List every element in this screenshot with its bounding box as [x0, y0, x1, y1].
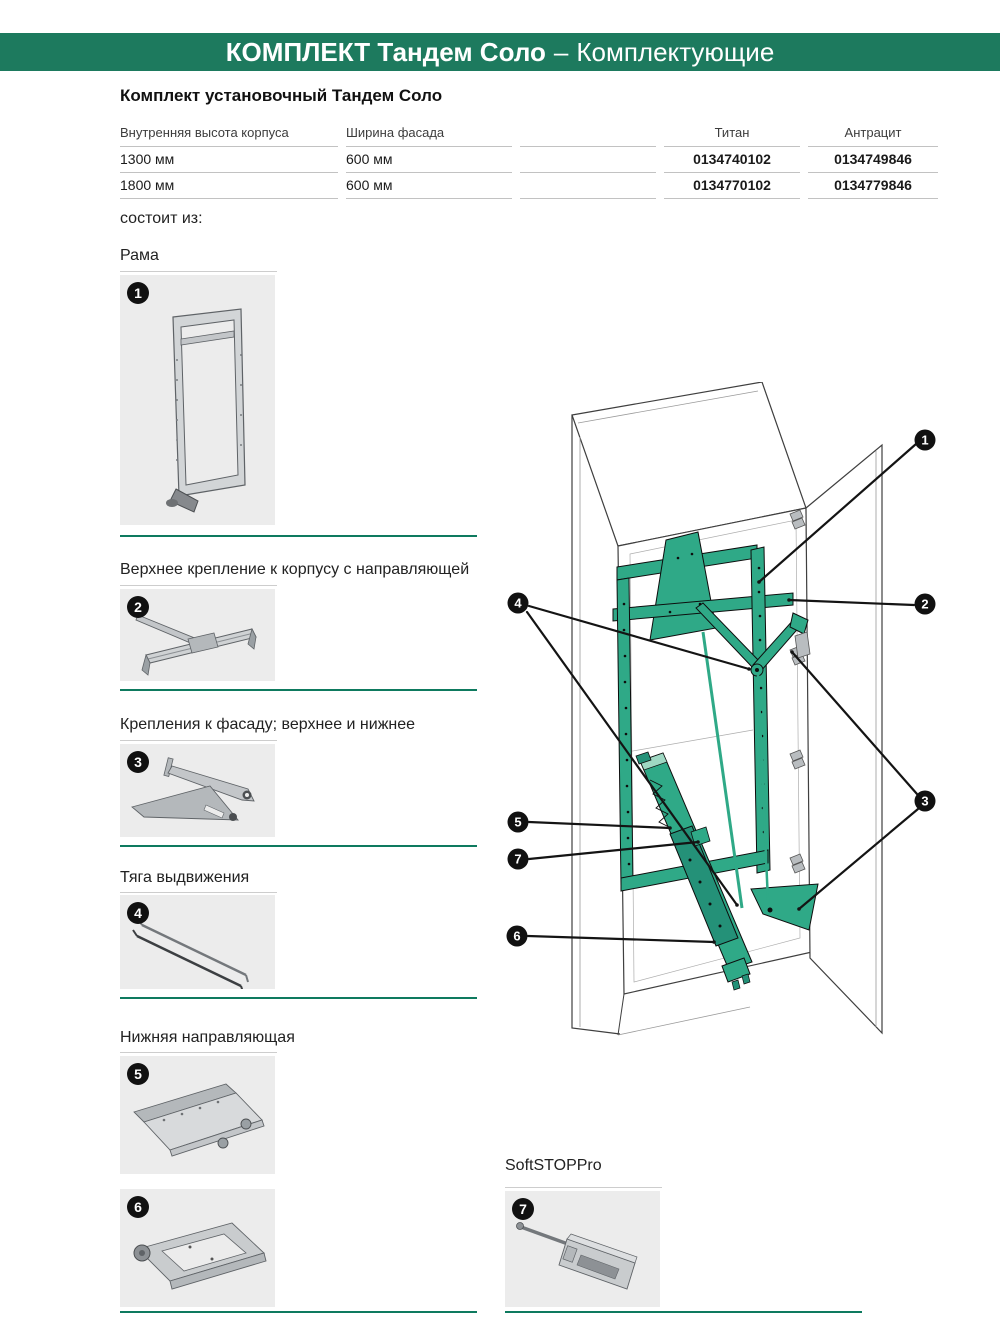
article-table — [120, 122, 940, 199]
part-1-rule — [120, 271, 277, 272]
cell-article-titan: 0134770102 — [664, 173, 800, 199]
table-title: Комплект установочный Тандем Соло — [120, 86, 443, 105]
banner-title-bold: КОМПЛЕКТ Тандем Соло — [225, 36, 546, 67]
consists-of-label: состоит из: — [120, 210, 203, 227]
col-header-anthracite: Антрацит — [808, 122, 938, 147]
cell-width: 600 мм — [346, 173, 512, 199]
part-4-label: Тяга выдвижения — [120, 869, 250, 886]
callout-3: 3 — [921, 793, 929, 809]
cell-height: 1800 мм — [120, 173, 338, 199]
part-2-image — [120, 589, 275, 681]
cell-empty — [520, 173, 656, 199]
col-header-titan: Титан — [664, 122, 800, 147]
section-divider — [120, 997, 477, 999]
assembly-diagram — [500, 382, 950, 1042]
cell-article-titan: 0134740102 — [664, 147, 800, 173]
part-5-image — [120, 1056, 275, 1174]
part-6-number-badge: 6 — [127, 1196, 149, 1218]
part-5-number-badge: 5 — [127, 1063, 149, 1085]
part-7-label: SoftSTOPPro — [505, 1157, 602, 1174]
part-7-image — [505, 1191, 660, 1307]
callout-2: 2 — [921, 596, 929, 612]
section-divider — [120, 845, 477, 847]
part-5-rule — [120, 1052, 277, 1053]
col-header-empty — [520, 122, 656, 147]
callout-7: 7 — [514, 851, 522, 867]
table-header-row — [120, 122, 940, 147]
section-divider — [120, 689, 477, 691]
part-3-image — [120, 744, 275, 837]
page-header-banner — [0, 33, 1000, 71]
callout-6: 6 — [513, 928, 521, 944]
part-6-image — [120, 1189, 275, 1307]
part-4-rule — [120, 892, 277, 893]
part-4-image — [120, 895, 275, 989]
banner-title-light: Комплектующие — [576, 36, 775, 67]
frame-drawing — [120, 275, 275, 525]
table-row — [120, 173, 940, 199]
table-row — [120, 147, 940, 173]
part-3-number-badge: 3 — [127, 751, 149, 773]
part-2-rule — [120, 585, 277, 586]
section-divider — [120, 535, 477, 537]
section-divider — [120, 1311, 477, 1313]
part-4-number-badge: 4 — [127, 902, 149, 924]
cell-width: 600 мм — [346, 147, 512, 173]
callout-4: 4 — [514, 595, 522, 611]
part-2-label: Верхнее крепление к корпусу с направляющей — [120, 561, 470, 578]
callout-1: 1 — [921, 432, 929, 448]
part-5-label: Нижняя направляющая — [120, 1029, 295, 1046]
callout-5: 5 — [514, 814, 522, 830]
part-3-rule — [120, 740, 277, 741]
part-7-rule — [505, 1187, 662, 1188]
part-1-label: Рама — [120, 247, 159, 264]
col-header-width: Ширина фасада — [346, 122, 512, 147]
part-7-number-badge: 7 — [512, 1198, 534, 1220]
part-2-number-badge: 2 — [127, 596, 149, 618]
cell-empty — [520, 147, 656, 173]
section-divider — [505, 1311, 862, 1313]
cell-article-anthracite: 0134749846 — [808, 147, 938, 173]
cell-article-anthracite: 0134779846 — [808, 173, 938, 199]
cell-height: 1300 мм — [120, 147, 338, 173]
part-1-number-badge: 1 — [127, 282, 149, 304]
col-header-height: Внутренняя высота корпуса — [120, 122, 338, 147]
part-1-image — [120, 275, 275, 525]
banner-title-separator: – — [553, 36, 569, 67]
part-3-label: Крепления к фасаду; верхнее и нижнее — [120, 716, 416, 733]
